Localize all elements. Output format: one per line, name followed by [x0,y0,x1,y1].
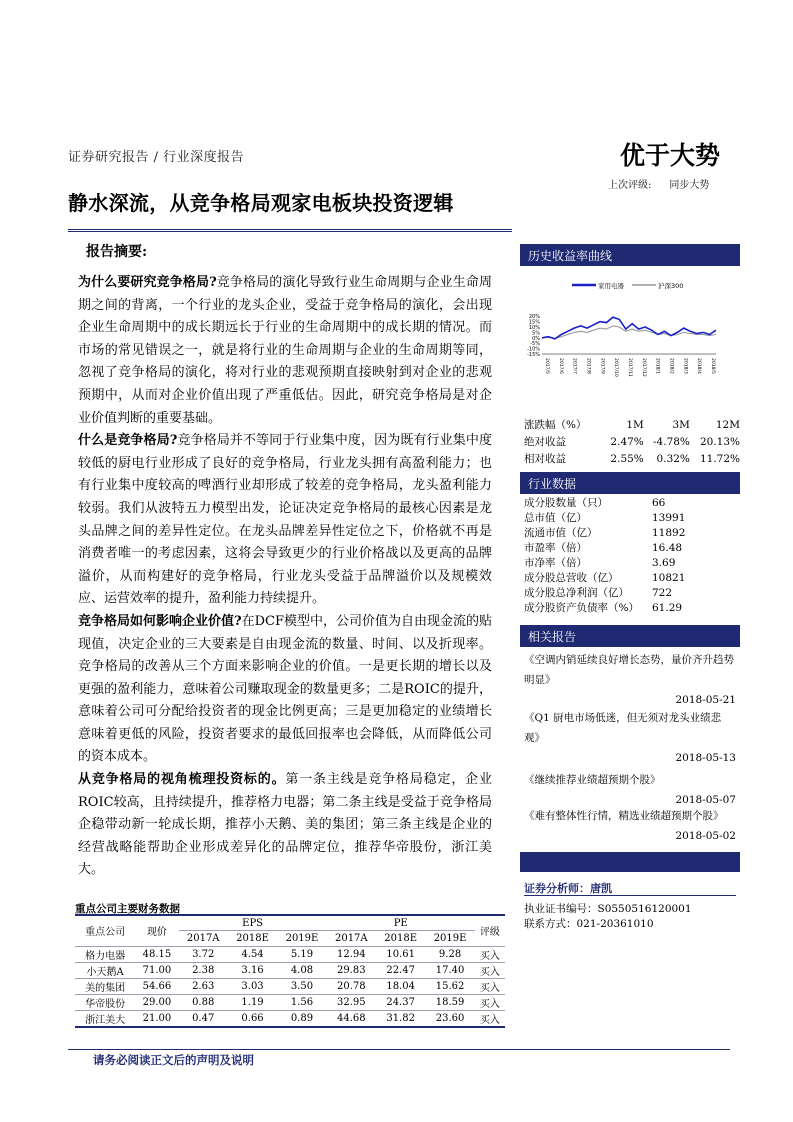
fin-cell: 1.56 [277,994,326,1010]
prev-rating-label: 上次评级: [608,180,652,191]
fin-year: 2018E [376,931,425,947]
prev-rating-value: 同步大势 [669,180,710,191]
fin-year: 2017A [327,931,376,947]
x-tick-label: 2017/11 [627,358,632,377]
fin-cell: 买入 [475,1010,505,1027]
industry-label: 成分股总净利润（亿） [524,587,629,599]
fin-cell: 29.00 [135,994,178,1010]
table-row [75,978,505,994]
x-tick-label: 2018/1 [654,358,660,374]
fin-cell: 22.47 [376,962,425,978]
related-report-date: 2018-05-02 [675,830,736,842]
series-line [542,326,716,338]
summary-title: 报告摘要: [86,244,148,260]
y-tick-label: 0% [532,335,540,342]
x-tick-label: 2017/8 [585,358,591,374]
paragraph-lead: 从竞争格局的视角梳理投资标的。 [78,772,286,788]
related-section-bar [520,625,740,647]
table-row [524,525,740,540]
fin-cell: 0.88 [179,994,228,1010]
fin-table-title: 重点公司主要财务数据 [75,903,180,915]
industry-value: 16.48 [652,541,683,554]
y-tick-label: 15% [528,319,540,326]
summary-paragraph [78,430,492,611]
fin-header: 评级 [475,915,505,946]
fin-cell: 0.89 [277,1010,326,1027]
x-tick-label: 2017/12 [640,358,646,377]
related-report-title[interactable]: 《空调内销延续良好增长态势，量价齐升趋势明显》 [524,654,734,686]
y-tick-label: 5% [532,330,540,337]
industry-value: 61.29 [652,601,683,614]
related-report[interactable] [524,708,736,768]
company-name: 格力电器 [75,946,135,962]
divider [68,231,512,232]
fin-year: 2017A [179,931,228,947]
company-name: 美的集团 [75,978,135,994]
rating: 优于大势 [620,141,721,170]
legend-label: 沪深300 [658,282,684,290]
perf-cell: 20.13% [699,435,740,448]
related-report-date: 2018-05-21 [675,694,736,706]
summary-paragraph [78,611,492,769]
industry-label: 成分股资产负债率（%） [524,602,639,614]
fin-cell: 48.15 [135,946,178,962]
y-tick-label: -15% [527,352,540,358]
fin-table [75,914,505,1028]
fin-cell: 1.19 [228,994,277,1010]
fin-cell: 54.66 [135,978,178,994]
fin-cell: 10.61 [376,946,425,962]
fin-cell: 买入 [475,994,505,1010]
x-tick-label: 2018/4 [696,358,702,374]
analyst-phone: 联系方式：021-20361010 [524,918,654,930]
perf-header: 涨跌幅（%） [524,419,587,431]
x-tick-label: 2018/2 [668,358,674,374]
table-row [524,510,740,525]
fin-cell: 71.00 [135,962,178,978]
y-tick-label: -10% [527,346,540,353]
industry-label: 市净率（倍） [524,557,587,569]
paragraph-text: 第一条主线是竞争格局稳定，企业ROIC较高，且持续提升，推荐格力电器；第二条主线是受益于竞争格局企稳带动新一轮成长期，推荐小天鹅、美的集团；第三条主线是企业的经营战略能帮助企业形成差异化的品牌定位，推荐华帝股份，浙江美大。 [78,772,492,878]
paragraph-text: 在DCF模型中，公司价值为自由现金流的贴现值，决定企业的三大要素是自由现金流的数量、时间、以及折现率。竞争格局的改善从三个方面来影响企业的价值。一是更长期的增长以及更强的盈利能力，意味着公司赚取现金的数量更多；二是ROIC的提升，意味着公司可分配给投资者的现金比例更高；三是更加稳定的业绩增长意味着更低的风险，投资者要求的最低回报率也会降低，从而降低公司的资本成本。 [78,613,493,765]
summary-paragraph [78,769,492,882]
x-tick-label: 2017/9 [599,358,605,374]
paragraph-lead: 什么是竞争格局? [78,433,178,449]
industry-value: 722 [652,586,673,599]
fin-cell: 2.38 [179,962,228,978]
table-row [524,555,740,570]
y-tick-label: -5% [530,341,540,348]
fin-cell: 4.54 [228,946,277,962]
table-row [524,540,740,555]
fin-cell: 3.72 [179,946,228,962]
company-name: 华帝股份 [75,994,135,1010]
paragraph-text: 竞争格局的演化导致行业生命周期与企业生命周期之间的背离，一个行业的龙头企业，受益于竞争格局的演化，会出现企业生命周期中的成长期远长于行业的生命周期中的成长期的情况。而市场的常见错误之一，就是将行业的生命周期与企业的生命周期等同，忽视了竞争格局的演化，将对行业的悲观预期直接映射到对企业的悲观预期中，从而对企业价值出现了严重低估。因此，研究竞争格局是对企业价值判断的重要基础。 [78,275,492,426]
table-row [75,994,505,1010]
report-title: 静水深流，从竞争格局观家电板块投资逻辑 [68,191,454,215]
fin-header: PE [327,915,475,931]
related-section-title: 相关报告 [528,630,577,644]
report-category: 证券研究报告 / 行业深度报告 [68,150,245,165]
chart-section-title: 历史收益率曲线 [528,249,613,263]
perf-cell: 绝对收益 [524,436,566,448]
related-report-title[interactable]: 《Q1 厨电市场低迷，但无须对龙头业绩悲观》 [524,712,722,744]
industry-label: 总市值（亿） [524,512,587,524]
related-report[interactable] [524,806,736,846]
y-tick-label: 10% [528,324,540,331]
industry-label: 成分股数量（只） [524,497,608,509]
fin-cell: 3.03 [228,978,277,994]
table-row [524,433,740,450]
return-chart [520,270,740,410]
industry-label: 成分股总营收（亿） [524,572,619,584]
x-tick-label: 2017/6 [557,358,563,374]
analyst-underline [524,895,736,896]
fin-cell: 买入 [475,978,505,994]
x-tick-label: 2018/3 [682,358,688,374]
table-row [524,585,740,600]
summary-paragraph [78,272,492,430]
industry-label: 流通市值（亿） [524,527,598,539]
fin-cell: 0.66 [228,1010,277,1027]
fin-cell: 3.16 [228,962,277,978]
fin-cell: 44.68 [327,1010,376,1027]
legend-label: 家用电器 [598,282,624,290]
footer-disclaimer[interactable]: 请务必阅读正文后的声明及说明 [93,1053,254,1067]
industry-value: 3.69 [652,556,676,569]
fin-year: 2019E [425,931,474,947]
fin-year: 2018E [228,931,277,947]
perf-header: 12M [715,418,740,431]
chart-section-bar [520,244,740,266]
industry-section-bar [520,472,740,494]
analyst [524,880,612,896]
perf-cell: -4.78% [653,435,690,448]
paragraph-lead: 竞争格局如何影响企业价值? [78,613,242,629]
summary-body [78,272,492,882]
analyst-license: 执业证书编号：S0550516120001 [524,903,692,915]
industry-table [524,495,740,615]
x-tick-label: 2017/10 [613,358,619,377]
perf-cell: 2.47% [610,435,644,448]
industry-label: 市盈率（倍） [524,542,587,554]
perf-cell: 11.72% [699,452,740,465]
related-report[interactable] [524,650,736,710]
x-tick-label: 2017/7 [571,358,577,374]
fin-cell: 18.59 [425,994,474,1010]
table-row [75,1010,505,1027]
perf-header: 3M [672,418,690,431]
table-row [524,600,740,615]
fin-cell: 32.95 [327,994,376,1010]
fin-year: 2019E [277,931,326,947]
fin-cell: 31.82 [376,1010,425,1027]
related-report[interactable] [524,770,736,810]
footer-divider [68,1049,730,1050]
fin-cell: 0.47 [179,1010,228,1027]
table-row [75,962,505,978]
table-row [75,946,505,962]
section-bar [520,852,740,872]
fin-header: EPS [179,915,327,931]
fin-cell: 29.83 [327,962,376,978]
fin-cell: 15.62 [425,978,474,994]
fin-cell: 买入 [475,962,505,978]
fin-header: 重点公司 [75,915,135,946]
fin-cell: 20.78 [327,978,376,994]
industry-value: 13991 [652,511,686,524]
x-tick-label: 2017/5 [544,358,549,374]
industry-value: 66 [652,496,666,509]
fin-cell: 12.94 [327,946,376,962]
related-report-title[interactable]: 《继续推荐业绩超预期个股》 [524,774,661,786]
company-name: 浙江美大 [75,1010,135,1027]
perf-cell: 0.32% [656,452,690,465]
analyst-name: 唐凯 [590,882,612,895]
x-tick-label: 2018/5 [710,358,715,374]
fin-cell: 5.19 [277,946,326,962]
table-row [524,570,740,585]
perf-header: 1M [626,418,644,431]
performance-table [524,416,740,467]
fin-cell: 4.08 [277,962,326,978]
industry-value: 10821 [652,571,686,584]
related-report-date: 2018-05-13 [675,752,736,764]
industry-value: 11892 [652,526,686,539]
related-report-title[interactable]: 《难有整体性行情，精选业绩超预期个股》 [524,810,724,822]
fin-cell: 18.04 [376,978,425,994]
perf-cell: 2.55% [610,452,644,465]
y-tick-label: 20% [528,314,540,321]
fin-cell: 9.28 [425,946,474,962]
paragraph-lead: 为什么要研究竞争格局? [78,275,217,290]
fin-cell: 21.00 [135,1010,178,1027]
analyst-label: 证券分析师： [524,882,590,895]
industry-section-title: 行业数据 [528,477,577,491]
fin-cell: 23.60 [425,1010,474,1027]
previous-rating [608,176,709,191]
perf-cell: 相对收益 [524,453,566,465]
fin-cell: 24.37 [376,994,425,1010]
fin-cell: 17.40 [425,962,474,978]
fin-cell: 2.63 [179,978,228,994]
series-line [542,317,716,339]
paragraph-text: 竞争格局并不等同于行业集中度，因为既有行业集中度较低的厨电行业形成了良好的竞争格局，行业龙头拥有高盈利能力；也有行业集中度较高的啤酒行业却形成了较差的竞争格局，龙头盈利能力较弱。我们从波特五力模型出发，论证决定竞争格局的最核心因素是龙头品牌之间的差异性定位。在龙头品牌差异性定位之下，价格就不再是消费者唯一的考虑因素，这将会导致更少的行业价格战以及更高的品牌溢价，从而构建好的竞争格局，行业龙头受益于品牌溢价以及规模效应、运营效率的提升，盈利能力持续提升。 [78,433,492,607]
divider [68,229,512,230]
company-name: 小天鹅A [75,962,135,978]
related-report-date: 2018-05-07 [675,794,736,806]
table-row [524,495,740,510]
fin-cell: 买入 [475,946,505,962]
table-row [524,450,740,467]
fin-cell: 3.50 [277,978,326,994]
fin-header: 现价 [135,915,178,946]
